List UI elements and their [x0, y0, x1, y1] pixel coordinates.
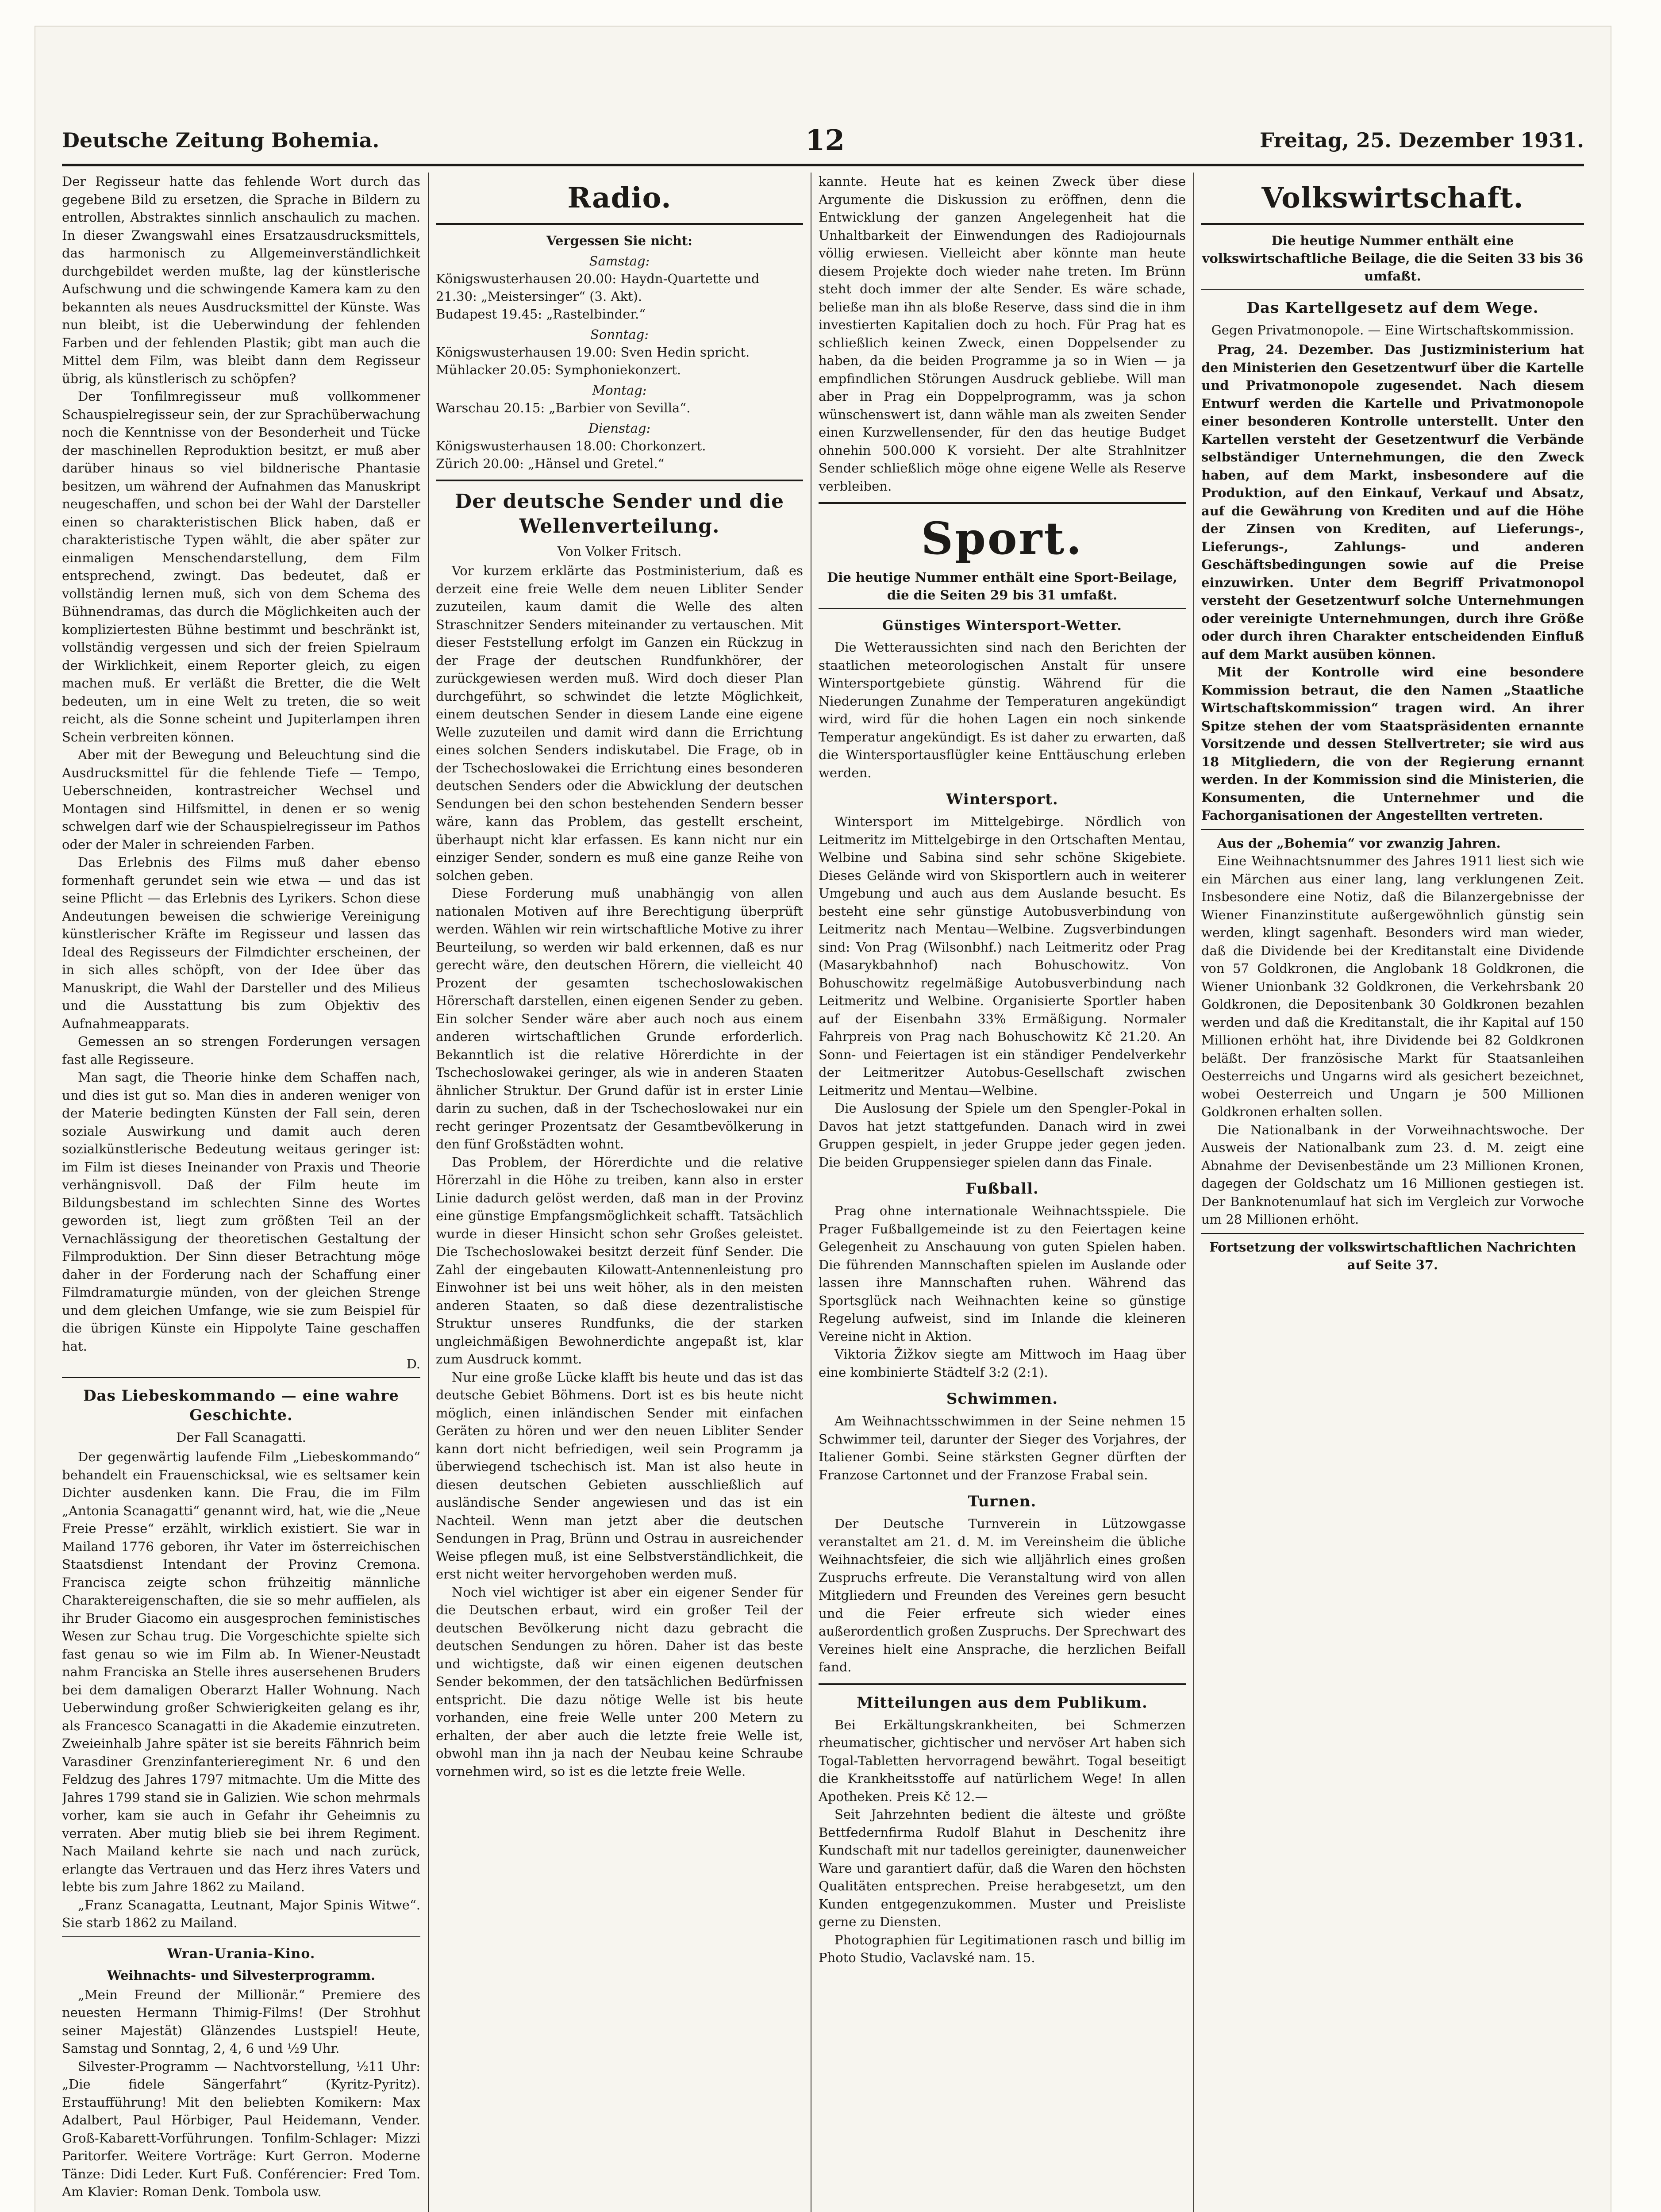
section-rule: [1201, 223, 1584, 225]
radio-day: Montag:: [592, 383, 647, 398]
article-text: Photographien für Legitimationen rasch und billig im Photo Studio, Vaclavské nam. 15.: [819, 1932, 1186, 1965]
article-headline: Das Kartellgesetz auf dem Wege.: [1246, 299, 1539, 317]
running-head: [62, 119, 1584, 159]
article-subtitle: Der Fall Scanagatti.: [176, 1430, 306, 1445]
newspaper-page: [35, 27, 1611, 2212]
article-text: Der Regisseur hatte das fehlende Wort durch das gegebene Bild zu ersetzen, die Sprache in Bildern zu entrollen, Abstraktes sinnlich anschaulich zu machen. In dieser Zwangswahl eines Ersatzausdrucksmittels, das harmonisch zu Allgemeinverständlichkeit durchgebildet werden mußte, lag der künstlerische Aufschwung und die schwingende Kamera kam zu den bekannten als neues Ausdrucksmittel der Künste. Was nun bleibt, ist die Ueberwindung der fehlenden Farben und der fehlenden Plastik; gibt man auch die Mittel dem Film, was bleibt dann dem Regisseur übrig, als künstlerisch zu schöpfen?: [62, 174, 420, 386]
article-text: Seit Jahrzehnten bedient die älteste und größte Bettfedernfirma Rudolf Blahut in Deschenitz ihre Kundschaft mit nur tadellos gereinigter, daunenweicher Ware und garantiert dafür, daß die Waren den höchsten Qualitäten entsprechen. Preise herabgesetzt, um den Kunden entgegenzukommen. Muster und Preisliste gerne zu Diensten.: [819, 1807, 1186, 1929]
section-rule: [62, 1377, 420, 1378]
page-number: 12: [805, 124, 845, 157]
article-text: Vor kurzem erklärte das Postministerium, daß es derzeit eine freie Welle dem neuen Libliter Sender zuzuteilen, kaum damit die Welle des alten Straschnitzer Senders miteinander zu vertauschen. Mit dieser Feststellung erfolgt im Ganzen ein Rückzug in der Frage der deutschen Rundfunkhörer, der zurückgewiesen werden muß. Wird doch dieser Plan durchgeführt, so schwindet die letzte Möglichkeit, einem deutschen Sender in diesem Lande eine eigene Welle zuzuteilen und damit wird dann die Errichtung eines solchen Senders indiskutabel. Die Frage, ob in der Tschechoslowakei die Errichtung eines besonderen deutschen Senders oder die Abwicklung der deutschen Sendungen bei den schon bestehenden Sendern besser wäre, kann das Problem, das gestellt erscheint, überhaupt nicht klar erfassen. Es kann nicht nur ein einziger Sender, sondern es muß eine ganze Reihe von solchen geben.: [436, 563, 803, 883]
radio-item: Königswusterhausen 18.00: Chorkonzert.: [436, 438, 706, 453]
column-divider: [1193, 173, 1194, 2212]
article-text: Viktoria Žižkov siegte am Mittwoch im Haag über eine kombinierte Städtelf 3:2 (2:1).: [819, 1347, 1186, 1380]
article-headline: Wran-Urania-Kino.: [167, 1946, 315, 1962]
section-note: Die heutige Nummer enthält eine Sport-Beilage, die die Seiten 29 bis 31 umfaßt.: [827, 570, 1177, 603]
column-1: [62, 173, 420, 2212]
section-title: Volkswirtschaft.: [1261, 181, 1524, 215]
section-title: Sport.: [921, 512, 1084, 565]
article-headline: Fußball.: [965, 1180, 1039, 1198]
article-text: Die Wetteraussichten sind nach den Berichten der staatlichen meteorologischen Anstalt für unsere Wintersportgebiete günstig. Während für die Niederungen Zunahme der Temperaturen angekündigt wird, wird für die hohen Lagen ein noch sinkende Temperatur angekündigt. Es ist daher zu erwarten, daß die Wintersportausflügler keine Enttäuschung erleben werden.: [819, 640, 1186, 780]
article-headline: Günstiges Wintersport-Wetter.: [882, 618, 1122, 634]
article-text: Prag, 24. Dezember. Das Justizministerium hat den Ministerien den Gesetzentwurf über die Kartelle und Privatmonopole zugesendet. Nach diesem Entwurf werden die Kartelle und Privatmonopole einer besonderen Kontrolle unterstellt. Unter den Kartellen versteht der Gesetzentwurf die Verbände selbständiger Unternehmungen, die den Zweck haben, auf dem Markt, insbesondere auf die Produktion, auf den Einkauf, Verkauf und Absatz, auf die Gewährung von Krediten und auf die Höhe der Zinsen von Krediten, auf Lieferungs-, Lieferungs-, Zahlungs- und anderen Geschäftsbedingungen sowie auf die Preise einzuwirken. Unter dem Begriff Privatmonopol versteht der Gesetzentwurf solche Unternehmungen oder vereinigte Unternehmungen, durch ihre Größe oder durch ihren Charakter entscheidenden Einfluß auf dem Markt ausüben können.: [1201, 342, 1584, 662]
article-headline: Das Liebeskommando — eine wahre Geschichte.: [83, 1387, 399, 1424]
article-text: Noch viel wichtiger ist aber ein eigener Sender für die Deutschen erbaut, wird ein großer Teil der deutschen Bevölkerung nicht dazu gebracht die deutschen Sendungen zu hören. Daher ist das beste und wichtigste, daß wir einen eigenen deutschen Sender bekommen, der den tatsächlichen Bedürfnissen entspricht. Die dazu nötige Welle ist bis heute vorhanden, eine freie Welle unter 200 Metern zu erhalten, der aber auch die letzte freie Welle ist, obwohl man ihn ja nach der Neubau keine Schraube vornehmen wird, so ist es die letzte freie Welle.: [436, 1584, 803, 1779]
article-text: Aus der „Bohemia“ vor zwanzig Jahren.: [1217, 835, 1501, 851]
section-rule: [62, 1936, 420, 1937]
radio-day: Dienstag:: [588, 421, 651, 436]
article-headline: Der deutsche Sender und die Wellenverteilung.: [454, 490, 784, 538]
article-text: Bei Erkältungskrankheiten, bei Schmerzen rheumatischer, gichtischer und nervöser Art haben sich Togal-Tabletten hervorragend bewährt. Togal beseitigt die Krankheitsstoffe auf natürlichem Wege! In allen Apotheken. Preis Kč 12.—: [819, 1717, 1186, 1804]
radio-item: Budapest 19.45: „Rastelbinder.“: [436, 307, 646, 322]
article-text: Am Weihnachtsschwimmen in der Seine nehmen 15 Schwimmer teil, darunter der Sieger des Vorjahres, der Italiener Gombi. Seine stärksten Gegner dürften der Franzose Cartonnet und der Franzose Frabal sein.: [819, 1413, 1186, 1482]
radio-day: Sonntag:: [590, 327, 649, 342]
header-rule: [62, 164, 1584, 166]
column-2: [436, 173, 803, 2212]
article-text: Prag ohne internationale Weihnachtsspiele. Die Prager Fußballgemeinde ist zu den Feiertagen keine Gelegenheit zu Anschauung von guten Spielen haben. Die führenden Mannschaften spielen im Auslande oder lassen ihre Mannschaften ruhen. Während das Sportsglück nach Weihnachten keine so günstige Regelung aufweist, sind im Inlande die kleineren Vereine nicht in Aktion.: [819, 1203, 1186, 1344]
radio-item: Königswusterhausen 19.00: Sven Hedin spricht.: [436, 345, 750, 360]
section-rule: [436, 223, 803, 225]
article-text: kannte. Heute hat es keinen Zweck über diese Argumente die Diskussion zu eröffnen, denn die Entwicklung der ganzen Angelegenheit hat die Unhaltbarkeit der Einwendungen des Radiojournals völlig erwiesen. Vielleicht aber könnte man heute diesem Projekte doch wieder nahe treten. Im Brünn steht doch immer der alte Sender. Es wäre schade, beließe man ihn als bloße Reserve, dass sind die in ihm investierten Kapitalien doch zu hoch. Für Prag hat es schließlich keinen Zweck, einen Doppelsender zu haben, da die beiden Programme ja so in Wien — ja empfindlichen Störungen Ausdruck gebliebe. Will man aber in Prag ein Doppelprogramm, was ja schon wünschenswert ist, dann wähle man als zweiten Sender einen Kurzwellensender, für den das heutige Budget ohnehin 500.000 K vorsieht. Der alte Strahlnitzer Sender schließlich möge ohne eigene Welle als Reserve verbleiben.: [819, 174, 1186, 494]
section-note: Die heutige Nummer enthält eine volkswirtschaftliche Beilage, die die Seiten 33 bis 36 umfaßt.: [1202, 233, 1584, 284]
radio-item: Warschau 20.15: „Barbier von Sevilla“.: [436, 400, 691, 415]
article-text: Das Problem, der Hörerdichte und die relative Hörerzahl in die Höhe zu treiben, kann also in erster Linie dadurch gelöst werden, daß man in der Provinz eine günstige Empfangsmöglichkeit schafft. Tatsächlich wurde in dieser Hinsicht schon sehr Großes geleistet. Die Tschechoslowakei besitzt derzeit fünf Sender. Die Zahl der eingebauten Kilowatt-Antennenleistung pro Einwohner ist bei uns weit höher, als in den meisten anderen Staaten, so daß diese dezentralistische Struktur unseres Rundfunks, die der starken ungleichmäßigen Bewohnerdichte angepaßt ist, klar zum Ausdruck kommt.: [436, 1154, 803, 1367]
section-rule: [819, 1683, 1186, 1685]
radio-item: Zürich 20.00: „Hänsel und Gretel.“: [436, 456, 665, 471]
masthead-name: Deutsche Zeitung Bohemia.: [62, 128, 380, 152]
radio-item: Mühlacker 20.05: Symphoniekonzert.: [436, 362, 681, 377]
section-rule: [819, 608, 1186, 609]
article-signature: D.: [406, 1356, 420, 1371]
article-text: Mit der Kontrolle wird eine besondere Kommission betraut, die den Namen „Staatliche Wirtschaftskommission“ tragen wird. An ihrer Spitze stehen der vom Staatspräsidenten ernannte Vorsitzende und dessen Stellvertreter; sie wird aus 18 Mitgliedern, die von der Regierung ernannt werden. In der Kommission sind die Ministerien, die Konsumenten, die Unternehmer und die Fachorganisationen der Angestellten vertreten.: [1201, 664, 1584, 823]
section-title: Mitteilungen aus dem Publikum.: [857, 1694, 1148, 1712]
article-text: Der gegenwärtig laufende Film „Liebeskommando“ behandelt ein Frauenschicksal, wie es seltsamer kein Dichter ausdenken kann. Die Frau, die im Film „Antonia Scanagatti“ genannt wird, hat, wie die „Neue Freie Presse“ erzählt, wirklich existiert. Sie war in Mailand 1776 geboren, ihr Vater im österreichischen Staatsdienst Intendant der Provinz Cremona. Francisca zeigte schon frühzeitig männliche Charaktereigenschaften, die sie so mehr auffielen, als ihr Bruder Giacomo ein ausgesprochen feministisches Wesen zur Schau trug. Die Vorgeschichte spielte sich fast genau so wie im Film ab. In Wiener-Neustadt nahm Franciska an Stelle ihres ausersehenen Bruders bei dem damaligen Oberarzt Haller Wohnung. Nach Ueberwindung großer Schwierigkeiten gelang es ihr, als Francesco Scanagatti in die Akademie einzutreten. Zweieinhalb Jahre später ist sie bereits Fähnrich beim Varasdiner Grenzinfanterieregiment Nr. 6 und den Feldzug des Jahres 1797 mitmachte. Um die Mitte des Jahres 1799 stand sie in Galizien. Wie schon mehrmals vorher, kam sie auch in Gefahr ihr Geheimnis zu verraten. Aber mutig blieb sie bei ihrem Regiment. Nach Mailand kehrte sie nach und nach zurück, erlangte das Vertrauen und das Herz ihres Vaters und lebte bis zum Jahre 1862 zu Mailand.: [62, 1449, 420, 1894]
section-rule: [1201, 289, 1584, 290]
section-title: Radio.: [567, 181, 672, 215]
issue-date: Freitag, 25. Dezember 1931.: [1259, 128, 1584, 152]
article-headline: Schwimmen.: [946, 1390, 1058, 1408]
section-rule: [1201, 1233, 1584, 1234]
article-byline: Von Volker Fritsch.: [557, 544, 682, 559]
article-text: Der Deutsche Turnverein in Lützowgasse veranstaltet am 21. d. M. im Vereinsheim die übliche Weihnachtsfeier, die sich wie alljährlich eines großen Zuspruchs erfreute. Die Veranstaltung wird von allen Mitgliedern und Freunden des Vereines gern besucht und die Feier erfreute sich wieder eines außerordentlich großen Zuspruchs. Der Sprechwart des Vereines hielt eine Ansprache, die herzlichen Beifall fand.: [819, 1516, 1186, 1674]
article-text: Aber mit der Bewegung und Beleuchtung sind die Ausdrucksmittel für die fehlende Tiefe — Tempo, Ueberschneiden, kontrastreicher Wechsel und Montagen sind Hilfsmittel, in denen er so wenig schwelgen darf wie der Schauspielregisseur im Pathos oder der Maler in schreienden Farben.: [62, 747, 420, 852]
article-text: Diese Forderung muß unabhängig von allen nationalen Motiven auf ihre Berechtigung überprüft werden. Wählen wir rein wirtschaftliche Motive zu ihrer Beurteilung, so werden wir bald erkennen, daß es nur gerecht wäre, den deutschen Hörern, die vielleicht 40 Prozent der gesamten tschechoslowakischen Hörerschaft darstellen, einen eigenen Sender zu geben. Ein solcher Sender wäre aber auch noch aus einem anderen wirtschaftlichen Grunde erforderlich. Bekanntlich ist die relative Hörerdichte in der Tschechoslowakei geringer, als wie in anderen Staaten ähnlicher Struktur. Der Grund dafür ist in erster Linie darin zu suchen, daß in der Tschechoslowakei nur ein recht geringer Prozentsatz der Gesamtbevölkerung in den fünf Großstädten wohnt.: [436, 886, 803, 1152]
article-text: Der Tonfilmregisseur muß vollkommener Schauspielregisseur sein, der zur Sprachüberwachung noch die Kenntnisse von der Besonderheit und Tücke der maschinellen Reproduktion besitzt, er muß aber darüber hinaus so viel bildnerische Phantasie besitzen, um während der Aufnahmen das Manuskript neugeschaffen, und schon bei der Wahl der Darsteller einen so charakteristischen Blick haben, daß er charakteristische Typen wählt, die aber später zur einmaligen Menschendarstellung, dem Film entsprechend, zwingt. Das bedeutet, daß er vollständig lernen muß, sich von dem Schema des Bühnendramas, das durch die Möglichkeiten auch der kompliziertesten Bühne bestimmt und beschränkt ist, vollständig vergessen und sich der freien Spielraum der Wirklichkeit, einem Reporter gleich, zu eigen machen muß. Er verläßt die Bretter, die die Welt bedeuten, um in eine Welt zu treten, die so weit reicht, als die Sonne scheint und Jupiterlampen ihren Schein verbreiten können.: [62, 389, 420, 745]
article-text: Das Erlebnis des Films muß daher ebenso formenhaft gerundet sein wie etwa — und das ist seine Pflicht — das Erlebnis des Lyrikers. Schon diese Andeutungen beweisen die schwierige Vereinigung künstlerischer Kräfte im Regisseur und lassen das Ideal des Regisseurs der Filmdichter erscheinen, der in sich alles schöpft, von der Idee über das Manuskript, die Wahl der Darsteller und des Milieus und die Ausstattung bis zum Objektiv des Aufnahmeapparats.: [62, 855, 420, 1031]
article-headline: Turnen.: [968, 1493, 1037, 1510]
section-rule: [1201, 829, 1584, 830]
article-text: Die Auslosung der Spiele um den Spengler-Pokal in Davos hat jetzt stattgefunden. Danach wird in zwei Gruppen gespielt, in jeder Gruppe jeder gegen jeden. Die beiden Gruppensieger spielen dann das Finale.: [819, 1101, 1186, 1170]
section-rule: [436, 480, 803, 481]
article-headline: Wintersport.: [946, 791, 1058, 808]
section-rule: [819, 502, 1186, 504]
article-text: Eine Weihnachtsnummer des Jahres 1911 liest sich wie ein Märchen aus einer lang, lang verklungenen Zeit. Insbesondere eine Notiz, daß die Bilanzergebnisse der Wiener Finanzinstitute außergewöhnlich günstig sein werden, klingt sagenhaft. Besonders wird man wieder, daß die Dividende bei der Kreditanstalt eine Dividende von 57 Goldkronen, die Anglobank 18 Goldkronen, die Wiener Unionbank 32 Goldkronen, die Verkehrsbank 20 Goldkronen, die Depositenbank 30 Goldkronen bezahlen werden und daß die Kreditanstalt, die ihr Kapital auf 150 Millionen erhöht hat, ihre Dividende bei 82 Goldkronen beläßt. Der französische Markt für Staatsanleihen Oesterreichs und Ungarns wird als gesichert bezeichnet, wobei Oesterreich und Ungarn je 500 Millionen Goldkronen erhalten sollen.: [1201, 853, 1584, 1119]
article-subtitle: Weihnachts- und Silvesterprogramm.: [107, 1967, 376, 1983]
column-3: [819, 173, 1186, 2212]
article-text: „Franz Scanagatta, Leutnant, Major Spinis Witwe“. Sie starb 1862 zu Mailand.: [62, 1897, 420, 1930]
article-text: Man sagt, die Theorie hinke dem Schaffen nach, und dies ist gut so. Man dies in anderen weniger von der Materie bedingten Künsten der Fall sein, deren soziale Auswirkung und damit auch deren sozialkünstlerische Bedeutung weitaus geringer ist: im Film ist dieses Ineinander von Praxis und Theorie verhängnisvoll. Daß der Film heute im Bildungsbestand im schlechten Sinne des Wortes geworden ist, liegt zum größten Teil an der Vernachlässigung der theoretischen Gestaltung der Filmproduktion. Der Sinn dieser Betrachtung möge daher in der Forderung nach der Schaffung einer Filmdramaturgie münden, von der gleichen Strenge und dem gleichen Umfange, wie sie zum Beispiel für die übrigen Künste ein Hippolyte Taine geschaffen hat.: [62, 1070, 420, 1354]
radio-subtitle: Vergessen Sie nicht:: [546, 233, 693, 248]
article-subtitle: Gegen Privatmonopole. — Eine Wirtschaftskommission.: [1211, 323, 1574, 338]
article-text: Die Nationalbank in der Vorweihnachtswoche. Der Ausweis der Nationalbank zum 23. d. M. zeigt eine Abnahme der Devisenbestände um 23 Millionen Kronen, dagegen der Goldschatz um 16 Millionen gestiegen ist. Der Banknotenumlauf hat sich im Vergleich zur Vorwoche um 28 Millionen erhöht.: [1201, 1122, 1584, 1227]
column-4: [1201, 173, 1584, 2212]
radio-item: Königswusterhausen 20.00: Haydn-Quartette und 21.30: „Meistersinger“ (3. Akt).: [436, 271, 760, 304]
column-divider: [428, 173, 429, 2212]
article-text: Silvester-Programm — Nachtvorstellung, ½11 Uhr: „Die fidele Sängerfahrt“ (Kyritz-Pyritz). Erstaufführung! Mit den beliebten Komikern: Max Adalbert, Paul Hörbiger, Paul Heidemann, Vender. Groß-Kabarett-Vorführungen. Tonfilm-Schlager: Mizzi Paritorfer. Weitere Vorträge: Kurt Gerron. Moderne Tänze: Didi Leder. Kurt Fuß. Conférencier: Fred Tom. Am Klavier: Roman Denk. Tombola usw.: [62, 2058, 420, 2199]
article-text: Gemessen an so strengen Forderungen versagen fast alle Regisseure.: [62, 1034, 420, 1067]
radio-day: Samstag:: [589, 253, 650, 269]
article-text: „Mein Freund der Millionär.“ Premiere des neuesten Hermann Thimig-Films! (Der Strohhut seiner Majestät) Glänzendes Lustspiel! Heute, Samstag und Sonntag, 2, 4, 6 und ½9 Uhr.: [62, 1987, 420, 2056]
article-text: Nur eine große Lücke klafft bis heute und das ist das deutsche Gebiet Böhmens. Dort ist es bis heute nicht möglich, einen inländischen Sender mit einfachen Geräten zu hören und wer den neuen Libliter Sender kann dort nicht befriedigen, weil sein Programm ja überwiegend tschechisch ist. Man ist also heute in diesen deutschen Gebieten ausschließlich auf ausländische Sender angewiesen und das ist ein Nachteil. Wenn man jetzt aber die deutschen Sendungen in Prag, Brünn und Ostrau in ausreichender Weise pflegen muß, ist eine Selbstverständlichkeit, die erst nicht weiter hervorgehoben werden muß.: [436, 1369, 803, 1582]
continuation-note: Fortsetzung der volkswirtschaftlichen Nachrichten auf Seite 37.: [1209, 1239, 1576, 1272]
article-text: Wintersport im Mittelgebirge. Nördlich von Leitmeritz im Mittelgebirge in den Ortschaften Mentau, Welbine und Sabina sind sehr schöne Skigebiete. Dieses Gelände wird von Skisportlern auch in weiterer Umgebung und auch aus dem Auslande besucht. Es besteht eine sehr günstige Autobusverbindung von Leitmeritz nach Mentau—Welbine. Zugsverbindungen sind: Von Prag (Wilsonbhf.) nach Leitmeritz oder Prag (Masarykbahnhof) nach Bohuschowitz. Von Bohuschowitz regelmäßige Autobusverbindung nach Leitmeritz und Welbine. Organisierte Sportler haben auf der Eisenbahn 33% Ermäßigung. Normaler Fahrpreis von Prag nach Bohuschowitz Kč 21.20. An Sonn- und Feiertagen ist ein ständiger Pendelverkehr der Leitmeritzer Autobus-Gesellschaft zwischen Leitmeritz und Mentau—Welbine.: [819, 814, 1186, 1098]
